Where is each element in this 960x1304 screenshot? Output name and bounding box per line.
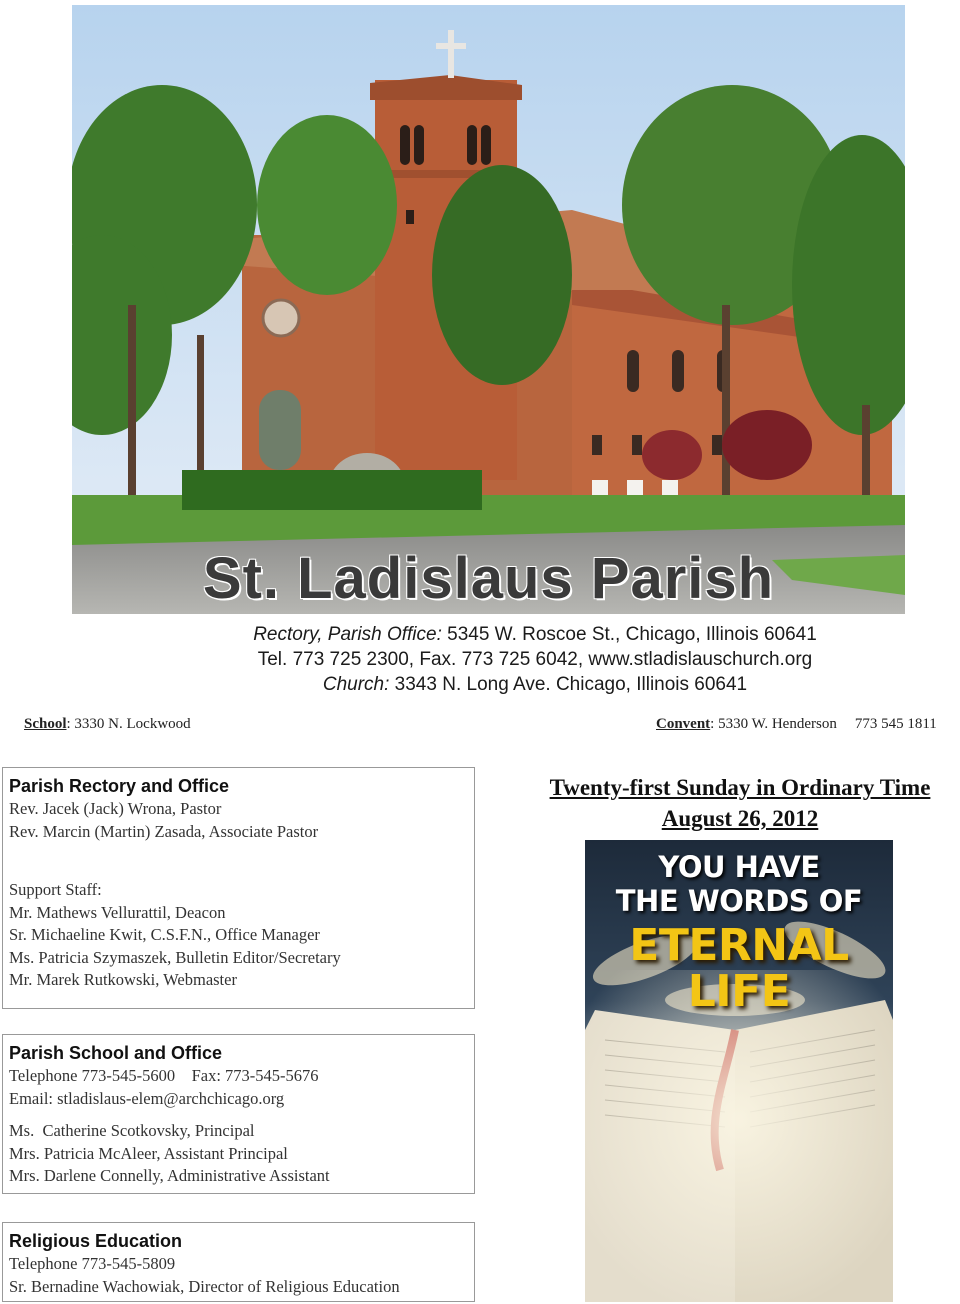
sunday-date: August 26, 2012 bbox=[661, 806, 819, 831]
staff-item: Mr. Marek Rutkowski, Webmaster bbox=[9, 970, 237, 989]
convent-label: Convent bbox=[656, 716, 711, 732]
contact-line: Tel. 773 725 2300, Fax. 773 725 6042, www.stladislauschurch.org bbox=[257, 649, 813, 670]
promo-line-3: ETERNAL bbox=[629, 920, 849, 971]
clergy-item: Rev. Jacek (Jack) Wrona, Pastor bbox=[9, 799, 222, 818]
parish-name-title: St. Ladislaus Parish bbox=[202, 546, 775, 611]
staff-heading: Support Staff: bbox=[9, 880, 102, 899]
eternal-life-promo-image bbox=[585, 840, 893, 1302]
staff-item: Mr. Mathews Vellurattil, Deacon bbox=[9, 902, 226, 922]
school-address-line bbox=[24, 716, 191, 733]
church-photo bbox=[72, 5, 905, 614]
religious-title: Religious Education bbox=[9, 1231, 183, 1251]
school-person: Mrs. Darlene Connelly, Administrative Assistant bbox=[9, 1166, 330, 1185]
school-person: Ms. Catherine Scotkovsky, Principal bbox=[9, 1121, 255, 1140]
church-label: Church: bbox=[322, 674, 390, 695]
convent-address-line bbox=[656, 716, 937, 733]
religious-director: Sr. Bernadine Wachowiak, Director of Religious Education bbox=[9, 1276, 400, 1296]
clergy-item: Rev. Marcin (Martin) Zasada, Associate Pastor bbox=[9, 821, 319, 841]
religious-education-box bbox=[2, 1222, 475, 1302]
office-address: 5345 W. Roscoe St., Chicago, Illinois 60641 bbox=[447, 624, 817, 645]
office-address-line bbox=[0, 624, 960, 646]
church-address: 3343 N. Long Ave. Chicago, Illinois 60641 bbox=[394, 674, 748, 695]
convent-phone: 773 545 1811 bbox=[854, 716, 937, 732]
religious-phone: Telephone 773-545-5809 bbox=[9, 1254, 176, 1273]
school-person: Mrs. Patricia McAleer, Assistant Principal bbox=[9, 1143, 288, 1163]
sunday-title: Twenty-first Sunday in Ordinary Time bbox=[549, 775, 931, 800]
staff-item: Ms. Patricia Szymaszek, Bulletin Editor/Secretary bbox=[9, 947, 341, 967]
office-label: Rectory, Parish Office: bbox=[253, 624, 442, 645]
convent-address: : 5330 W. Henderson bbox=[710, 716, 837, 732]
promo-line-2: THE WORDS OF bbox=[615, 884, 863, 918]
staff-item: Sr. Michaeline Kwit, C.S.F.N., Office Manager bbox=[9, 925, 320, 944]
school-box bbox=[2, 1034, 475, 1194]
church-photo-illustration bbox=[72, 5, 905, 614]
rectory-box bbox=[2, 767, 475, 1009]
church-address-line bbox=[0, 674, 960, 696]
school-address: : 3330 N. Lockwood bbox=[66, 716, 191, 732]
promo-line-1: YOU HAVE bbox=[658, 850, 820, 884]
school-phone: Telephone 773-545-5600 Fax: 773-545-5676 bbox=[9, 1066, 319, 1085]
school-title: Parish School and Office bbox=[9, 1043, 223, 1063]
school-email: Email: stladislaus-elem@archchicago.org bbox=[9, 1088, 285, 1108]
school-label: School bbox=[24, 716, 67, 732]
promo-line-4: LIFE bbox=[687, 966, 791, 1017]
rectory-title: Parish Rectory and Office bbox=[9, 776, 230, 796]
